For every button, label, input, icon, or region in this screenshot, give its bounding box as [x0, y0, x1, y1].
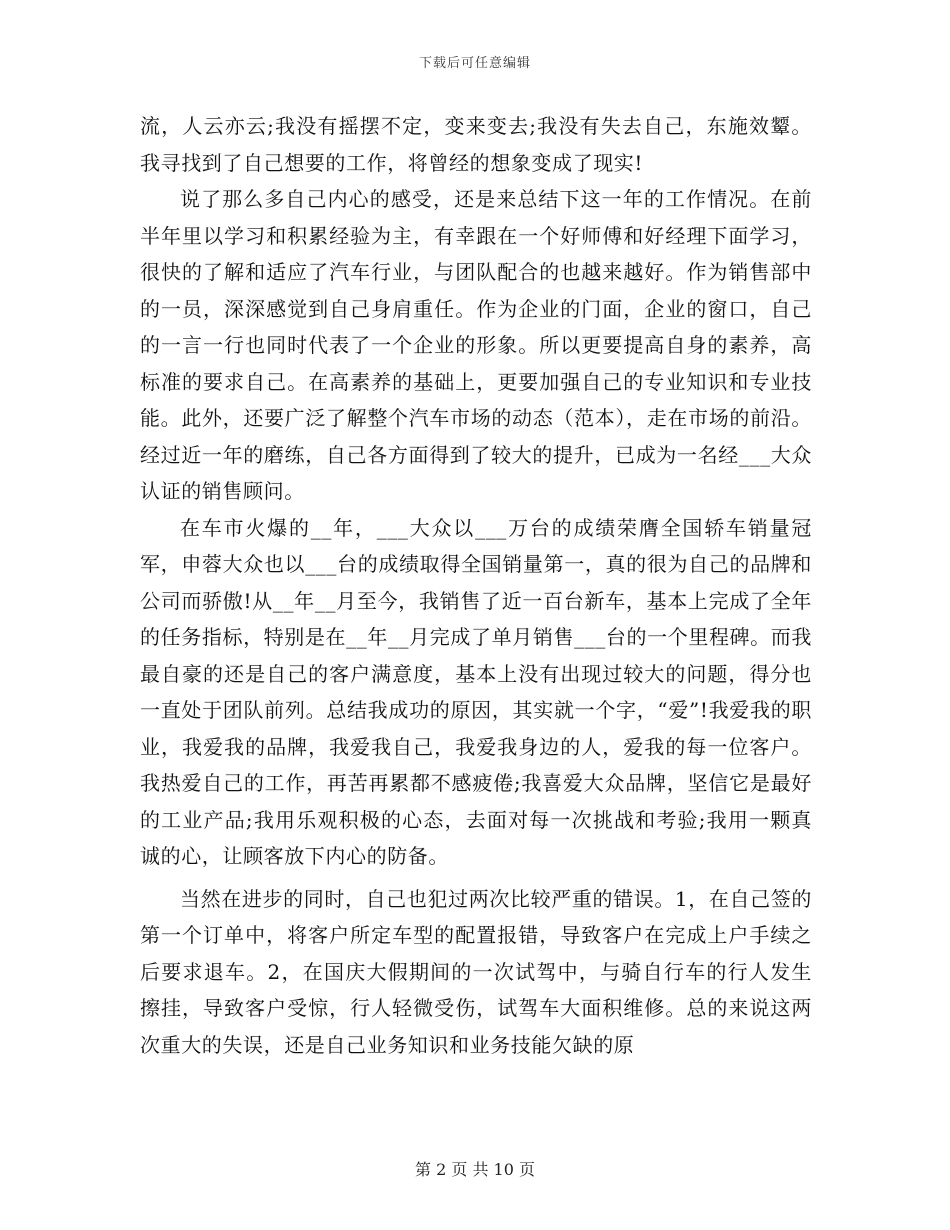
page-header-note: 下载后可任意编辑 [418, 56, 531, 71]
paragraph-work-summary: 说了那么多自己内心的感受，还是来总结下这一年的工作情况。在前半年里以学习和积累经验为主，有幸跟在一个好师傅和好经理下面学习，很快的了解和适应了汽车行业，与团队配合的也越来越好。作为销售部中的一员，深深感觉到自己身肩重任。作为企业的门面，企业的窗口，自己的一言一行也同时代表了一个企业的形象。所以更要提高自身的素养，高标准的要求自己。在高素养的基础上，更要加强自己的专业知识和专业技能。此外，还要广泛了解整个汽车市场的动态（范本），走在市场的前沿。经过近一年的磨练，自己各方面得到了较大的提升，已成为一名经___大众认证的销售顾问。 [140, 187, 812, 503]
document-body [140, 108, 812, 1063]
paragraph-sales-achievements: 在车市火爆的__年，___大众以___万台的成绩荣膺全国轿车销量冠军，申蓉大众也以___台的成绩取得全国销量第一，真的很为自己的品牌和公司而骄傲!从__年__月至今，我销售了近一百台新车，基本上完成了全年的任务指标，特别是在__年__月完成了单月销售___台的一个里程碑。而我最自豪的还是自己的客户满意度，基本上没有出现过较大的问题，得分也一直处于团队前列。总结我成功的原因，其实就一个字，“爱”!我爱我的职业，我爱我的品牌，我爱我自己，我爱我身边的人，爱我的每一位客户。我热爱自己的工作，再苦再累都不感疲倦;我喜爱大众品牌，坚信它是最好的工业产品;我用乐观积极的心态，去面对每一次挑战和考验;我用一颗真诚的心，让顾客放下内心的防备。 [140, 515, 812, 868]
page-number-footer: 第 2 页 共 10 页 [415, 1160, 535, 1179]
paragraph-mistakes: 当然在进步的同时，自己也犯过两次比较严重的错误。1，在自己签的第一个订单中，将客户所定车型的配置报错，导致客户在完成上户手续之后要求退车。2，在国庆大假期间的一次试驾中，与骑自行车的行人发生擦挂，导致客户受惊，行人轻微受伤，试驾车大面积维修。总的来说这两次重大的失误，还是自己业务知识和业务技能欠缺的原 [140, 886, 812, 1057]
paragraph-continuation: 流，人云亦云;我没有摇摆不定，变来变去;我没有失去自己，东施效颦。我寻找到了自己想要的工作，将曾经的想象变成了现实! [140, 114, 812, 175]
